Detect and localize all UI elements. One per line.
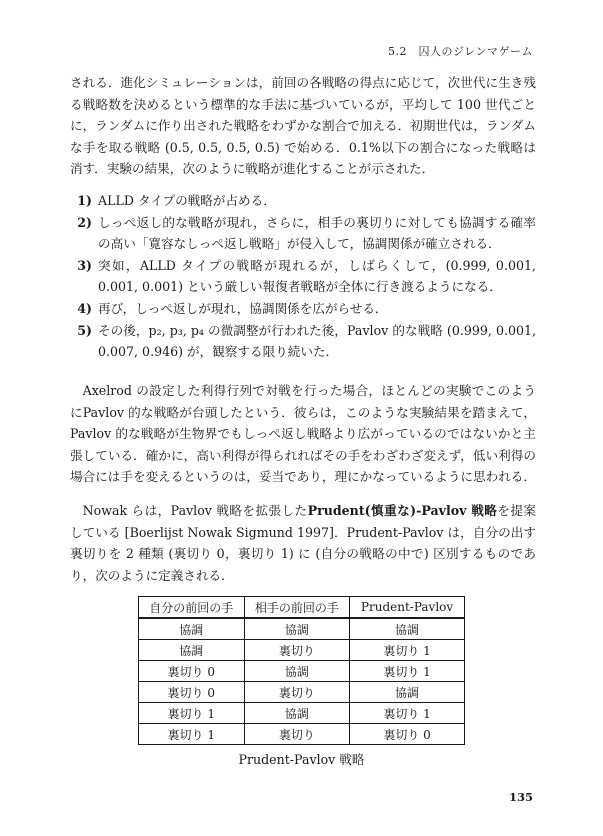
table-cell: 協調 (244, 661, 350, 682)
page-number: 135 (508, 790, 533, 804)
prudent-pavlov-table (138, 596, 465, 745)
table-cell: 協調 (139, 640, 245, 661)
table-cell: 裏切り 0 (139, 661, 245, 682)
paragraph-simulation: される．進化シミュレーションは，前回の各戦略の得点に応じて，次世代に生き残る戦略数を決めるという標準的な手法に基づいているが，平均して 100 世代ごとに，ランダムに作り出された戦略をわずかな割合で加える．初期世代は，ランダムな手を取る戦略 (0.5, 0.5, 0.5, 0.5) で始める．0.1%以下の割合になった戦略は消す．実験の結果，次のように戦略が進化することが示された． (70, 75, 536, 177)
table-row (139, 703, 465, 724)
list-text: しっぺ返し的な戦略が現れ，さらに，相手の裏切りに対しても協調する確率の高い「寛容なしっぺ返し戦略」が侵入して，協調関係が確立される． (98, 214, 536, 252)
table-row (139, 640, 465, 661)
list-item (70, 212, 536, 255)
prudent-pavlov-term: Prudent(慎重な)-Pavlov 戦略 (307, 503, 498, 518)
list-item (70, 255, 536, 298)
table-cell: 裏切り 1 (139, 724, 245, 745)
header-own-move: 自分の前回の手 (139, 597, 245, 619)
table-cell: 協調 (139, 618, 245, 640)
table-cell: 裏切り 1 (350, 661, 465, 682)
list-item (70, 298, 536, 320)
paragraph-nowak (70, 500, 536, 586)
table-row (139, 682, 465, 703)
table-header-row (139, 597, 465, 619)
table-cell: 協調 (244, 618, 350, 640)
table-cell: 裏切り 0 (139, 682, 245, 703)
nowak-text-after: を提案している [Boerlijst Nowak Sigmund 1997]．Prudent-Pavlov は，自分の出す裏切りを 2 種類 (裏切り 0，裏切り 1) に (自分の戦略の中で) 区別するものであり，次のように定義される． (70, 503, 537, 583)
list-text: 再び，しっぺ返しが現れ，協調関係を広がらせる． (98, 300, 388, 316)
table-cell: 協調 (244, 703, 350, 724)
list-text: ALLD タイプの戦略が占める． (98, 193, 276, 208)
table-row (139, 724, 465, 745)
list-number: 2) (77, 214, 92, 230)
header-opponent-move: 相手の前回の手 (244, 597, 350, 619)
header-prudent-pavlov: Prudent-Pavlov (350, 597, 465, 619)
table-row (139, 661, 465, 682)
list-item (70, 190, 536, 212)
table-cell: 裏切り 1 (350, 703, 465, 724)
nowak-text-before: Nowak らは，Pavlov 戦略を拡張した (82, 503, 308, 518)
list-number: 1) (77, 193, 92, 208)
table-cell: 裏切り 0 (350, 724, 465, 745)
paragraph-axelrod: Axelrod の設定した利得行列で対戦を行った場合，ほとんどの実験でこのようにPavlov 的な戦略が台頭したという．彼らは，このような実験結果を踏まえて，Pavlov 的な戦略が生物界でもしっぺ返し戦略より広がっているのではないかと主張している．確かに，高い利得が得られればその手をわざわざ変えず，低い利得の場合には手を変えるというのは，妥当であり，理にかなっているように思われる． (70, 383, 536, 485)
list-number: 5) (77, 322, 92, 338)
table-cell: 裏切り 1 (350, 640, 465, 661)
table-cell: 裏切り (244, 682, 350, 703)
table-cell: 裏切り (244, 640, 350, 661)
list-number: 4) (77, 300, 92, 316)
table-cell: 裏切り (244, 724, 350, 745)
table-row (139, 618, 465, 640)
list-item (70, 320, 536, 363)
running-header: 5.2 囚人のジレンマゲーム (388, 45, 533, 58)
table-cell: 協調 (350, 682, 465, 703)
list-number: 3) (77, 257, 92, 273)
table-cell: 協調 (350, 618, 465, 640)
list-text: その後，p₂, p₃, p₄ の微調整が行われた後，Pavlov 的な戦略 (0.999, 0.001, 0.007, 0.946) が，観察する限り続いた． (98, 322, 536, 360)
evolution-steps-list (70, 190, 536, 363)
table-caption: Prudent-Pavlov 戦略 (238, 752, 365, 767)
list-text: 突如，ALLD タイプの戦略が現れるが，しばらくして，(0.999, 0.001, 0.001, 0.001) という厳しい報復者戦略が全体に行き渡るようになる． (98, 257, 536, 295)
table-cell: 裏切り 1 (139, 703, 245, 724)
